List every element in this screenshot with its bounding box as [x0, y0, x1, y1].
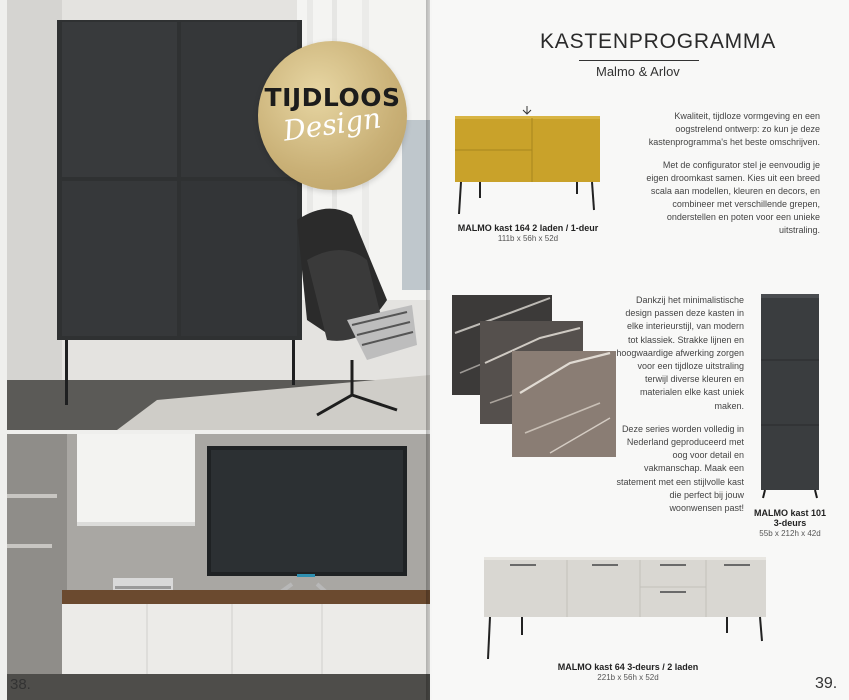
tv-unit-illustration [7, 434, 430, 700]
body-paragraph: Dankzij het minimalistische design passen deze kasten in elke interieurstijl, van modern tot klassiek. Strakke lijnen en hoogwaardige afwerking zorgen voor een tijdloze uitstraling terwijl diverse kleuren en materialen elke kast uniek maken. [616, 295, 744, 411]
intro-text [640, 110, 820, 247]
product-dimensions: 111b x 56h x 52d [497, 234, 559, 243]
page-number-left: 38. [10, 676, 31, 693]
product-dimensions: 221b x 56h x 52d [597, 673, 659, 682]
product-name: MALMO kast 101 3-deurs [753, 508, 827, 528]
product-name: MALMO kast 164 2 laden / 1-deur [457, 223, 599, 233]
product-dimensions: 55b x 212h x 42d [759, 529, 821, 538]
page-gutter-shadow [426, 0, 430, 700]
product-caption-malmo-64 [538, 662, 718, 682]
badge-title: TIJDLOOS [264, 82, 401, 112]
body-paragraph: Deze series worden volledig in Nederland geproduceerd met oog voor detail en vakmanschap. Maak een statement met een stijlvolle kast die perfect bij jouw woonwensen past! [616, 423, 744, 514]
title-divider [579, 60, 699, 61]
tijdloos-design-badge [258, 41, 407, 190]
white-sideboard-image [482, 553, 782, 663]
body-text [616, 294, 744, 525]
product-name: MALMO kast 64 3-deurs / 2 laden [557, 662, 699, 672]
badge-script: Design [281, 100, 384, 148]
photo-tv-unit [7, 434, 430, 700]
intro-paragraph: Met de configurator stel je eenvoudig je eigen droomkast samen. Kies uit een breed scala aan modellen, kleuren en decors, en combineer met verschillende grepen, onderstellen en poten voor een unieke uitstraling. [646, 160, 820, 235]
product-caption-malmo-101 [750, 508, 830, 538]
page-subtitle: Malmo & Arlov [596, 64, 680, 79]
intro-paragraph: Kwaliteit, tijdloze vormgeving en een oogstrelend ontwerp: zo kun je deze kastenprogramma's het beste omschrijven. [648, 111, 820, 147]
material-swatches-image [450, 293, 620, 461]
page-number-right: 39. [815, 675, 838, 692]
product-caption-malmo-164 [452, 223, 604, 243]
tall-dark-cabinet-image [755, 292, 825, 502]
yellow-cabinet-image [452, 106, 612, 216]
page-title: KASTENPROGRAMMA [540, 30, 777, 53]
